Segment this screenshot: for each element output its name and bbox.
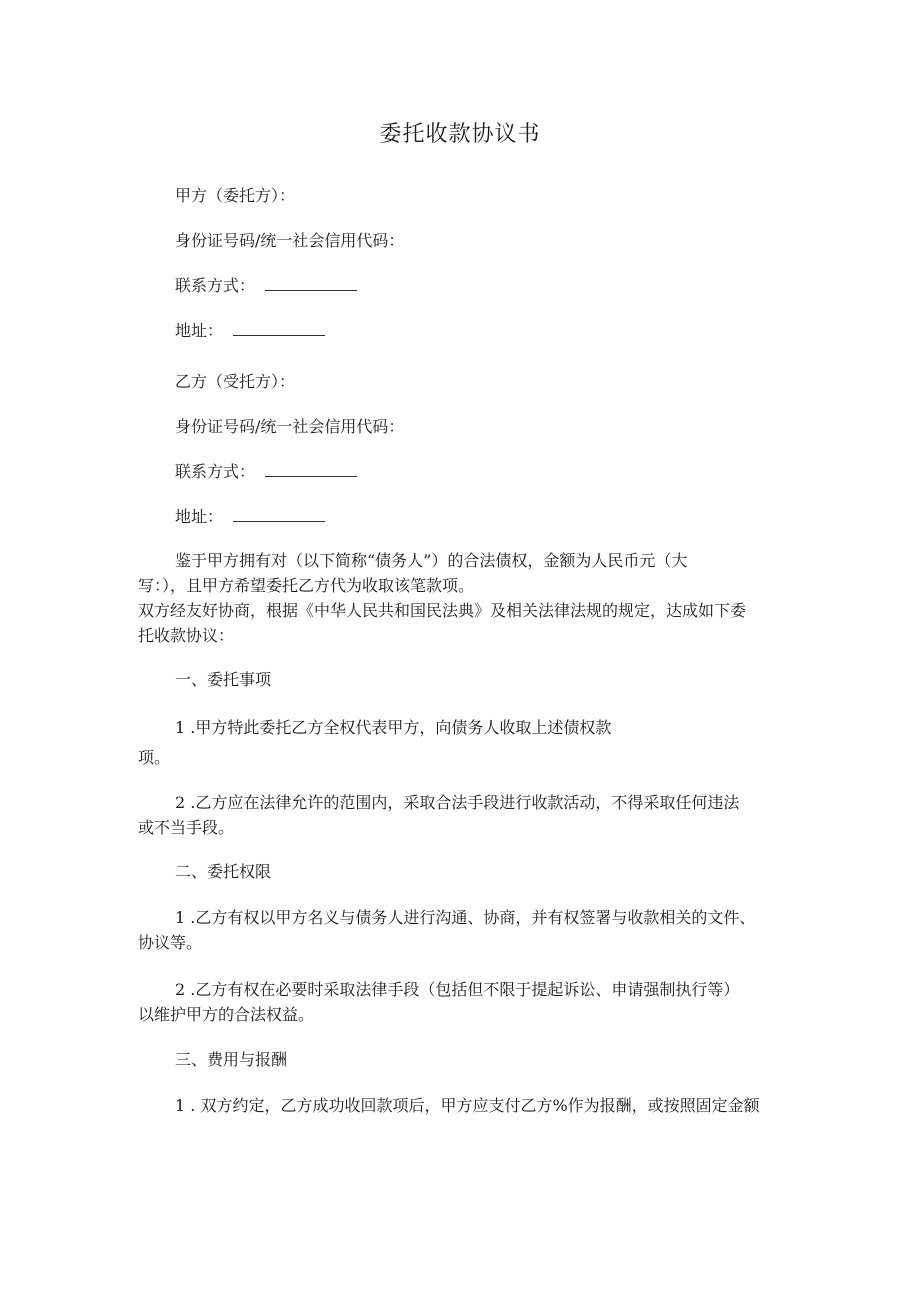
party-a-heading: 甲方（委托方）： (175, 186, 296, 205)
party-a-contact-label: 联系方式： (175, 276, 256, 295)
party-b-contact-label: 联系方式： (175, 462, 256, 481)
preamble-line-1: 鉴于甲方拥有对（以下简称“债务人”）的合法债权，金额为人民币元（大 (175, 551, 688, 570)
section-2-heading: 二、委托权限 (175, 862, 272, 881)
preamble-line-2: 写：），且甲方希望委托乙方代为收取该笔款项。 (138, 576, 475, 595)
section-3-heading: 三、费用与报酬 (175, 1050, 288, 1069)
party-b-contact-blank (265, 463, 357, 477)
party-b-address-row (175, 507, 325, 527)
party-a-contact-row (175, 276, 357, 296)
party-b-address-blank (233, 508, 325, 522)
party-a-address-row (175, 321, 325, 341)
section-1-item-2-line-2: 或不当手段。 (138, 818, 235, 837)
section-2-item-1-line-2: 协议等。 (138, 933, 203, 952)
section-1-item-1-line-1: 1 .甲方特此委托乙方全权代表甲方，向债务人收取上述债权款 (175, 718, 612, 737)
preamble-line-4: 托收款协议： (138, 626, 235, 645)
preamble-line-3: 双方经友好协商，根据《中华人民共和国民法典》及相关法律法规的规定，达成如下委 (138, 601, 747, 620)
section-1-item-2-line-1: 2 .乙方应在法律允许的范围内，采取合法手段进行收款活动，不得采取任何违法 (175, 793, 740, 812)
party-a-address-label: 地址： (175, 321, 224, 340)
party-a-contact-blank (265, 277, 357, 291)
document-title: 委托收款协议书 (379, 122, 541, 147)
party-b-contact-row (175, 462, 357, 482)
section-2-item-2-line-1: 2 .乙方有权在必要时采取法律手段（包括但不限于提起诉讼、申请强制执行等） (175, 980, 740, 999)
section-2-item-2-line-2: 以维护甲方的合法权益。 (138, 1005, 315, 1024)
section-1-heading: 一、委托事项 (175, 670, 272, 689)
section-1-item-1-line-2: 项。 (138, 748, 171, 767)
party-b-address-label: 地址： (175, 507, 224, 526)
party-b-id-label: 身份证号码/统一社会信用代码： (175, 417, 405, 436)
section-3-item-1-line-1: 1 . 双方约定，乙方成功收回款项后，甲方应支付乙方%作为报酬，或按照固定金额 (175, 1096, 760, 1115)
section-2-item-1-line-1: 1 .乙方有权以甲方名义与债务人进行沟通、协商，并有权签署与收款相关的文件、 (175, 908, 756, 927)
party-b-heading: 乙方（受托方）： (175, 372, 296, 391)
party-a-id-label: 身份证号码/统一社会信用代码： (175, 231, 405, 250)
party-a-address-blank (233, 322, 325, 336)
